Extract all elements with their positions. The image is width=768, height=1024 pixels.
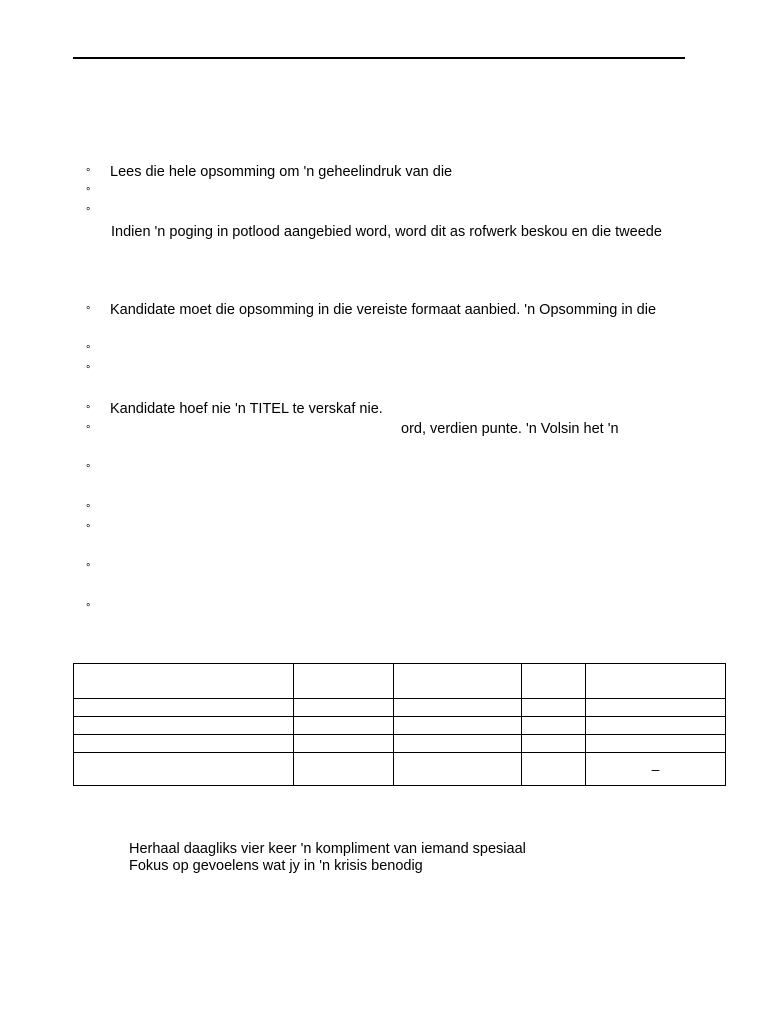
table-cell [586,664,726,699]
table-cell [294,699,394,717]
bullet-marker: ° [86,424,91,436]
instruction-text: Indien 'n poging in potlood aangebied word, word dit as rofwerk beskou en die tweede [111,224,662,240]
table-cell [74,753,294,786]
table-cell [586,735,726,753]
bullet-marker: ° [86,206,91,218]
bullet-marker: ° [86,562,91,574]
footer-line-2: Fokus op gevoelens wat jy in 'n krisis benodig [129,858,423,874]
table-row [74,699,726,717]
table-cell [294,753,394,786]
table-cell [522,699,586,717]
table-cell [74,735,294,753]
bullet-marker: ° [86,305,91,317]
table-cell [394,664,522,699]
table-cell [522,753,586,786]
table-row [74,753,726,786]
bullet-marker: ° [86,186,91,198]
table-cell [394,717,522,735]
instruction-text: Lees die hele opsomming om 'n geheelindruk van die [110,164,453,180]
table-cell [394,735,522,753]
table-cell [394,753,522,786]
table-cell [522,735,586,753]
bullet-marker: ° [86,602,91,614]
bullet-marker: ° [86,167,91,179]
table-cell [74,664,294,699]
table-row [74,717,726,735]
table-row [74,664,726,699]
table-cell [294,717,394,735]
table-cell [74,699,294,717]
bullet-marker: ° [86,344,91,356]
table-cell [294,735,394,753]
table-cell [586,717,726,735]
table-cell [522,664,586,699]
table-cell [74,717,294,735]
bullet-marker: ° [86,404,91,416]
bullet-marker: ° [86,364,91,376]
score-table [73,663,726,786]
bullet-marker: ° [86,463,91,475]
table-cell [586,699,726,717]
footer-line-1: Herhaal daagliks vier keer 'n kompliment van iemand spesiaal [129,841,526,857]
instruction-text: Kandidate moet die opsomming in die vereiste formaat aanbied. 'n Opsomming in die [110,302,657,318]
instruction-text: ord, verdien punte. 'n Volsin het 'n [401,421,619,437]
table-cell [294,664,394,699]
top-rule [73,57,685,59]
table-cell [394,699,522,717]
table-row [74,735,726,753]
instruction-text: Kandidate hoef nie 'n TITEL te verskaf nie. [110,401,383,417]
table-cell-dash: – [586,753,726,786]
table-cell [522,717,586,735]
bullet-marker: ° [86,503,91,515]
bullet-marker: ° [86,523,91,535]
